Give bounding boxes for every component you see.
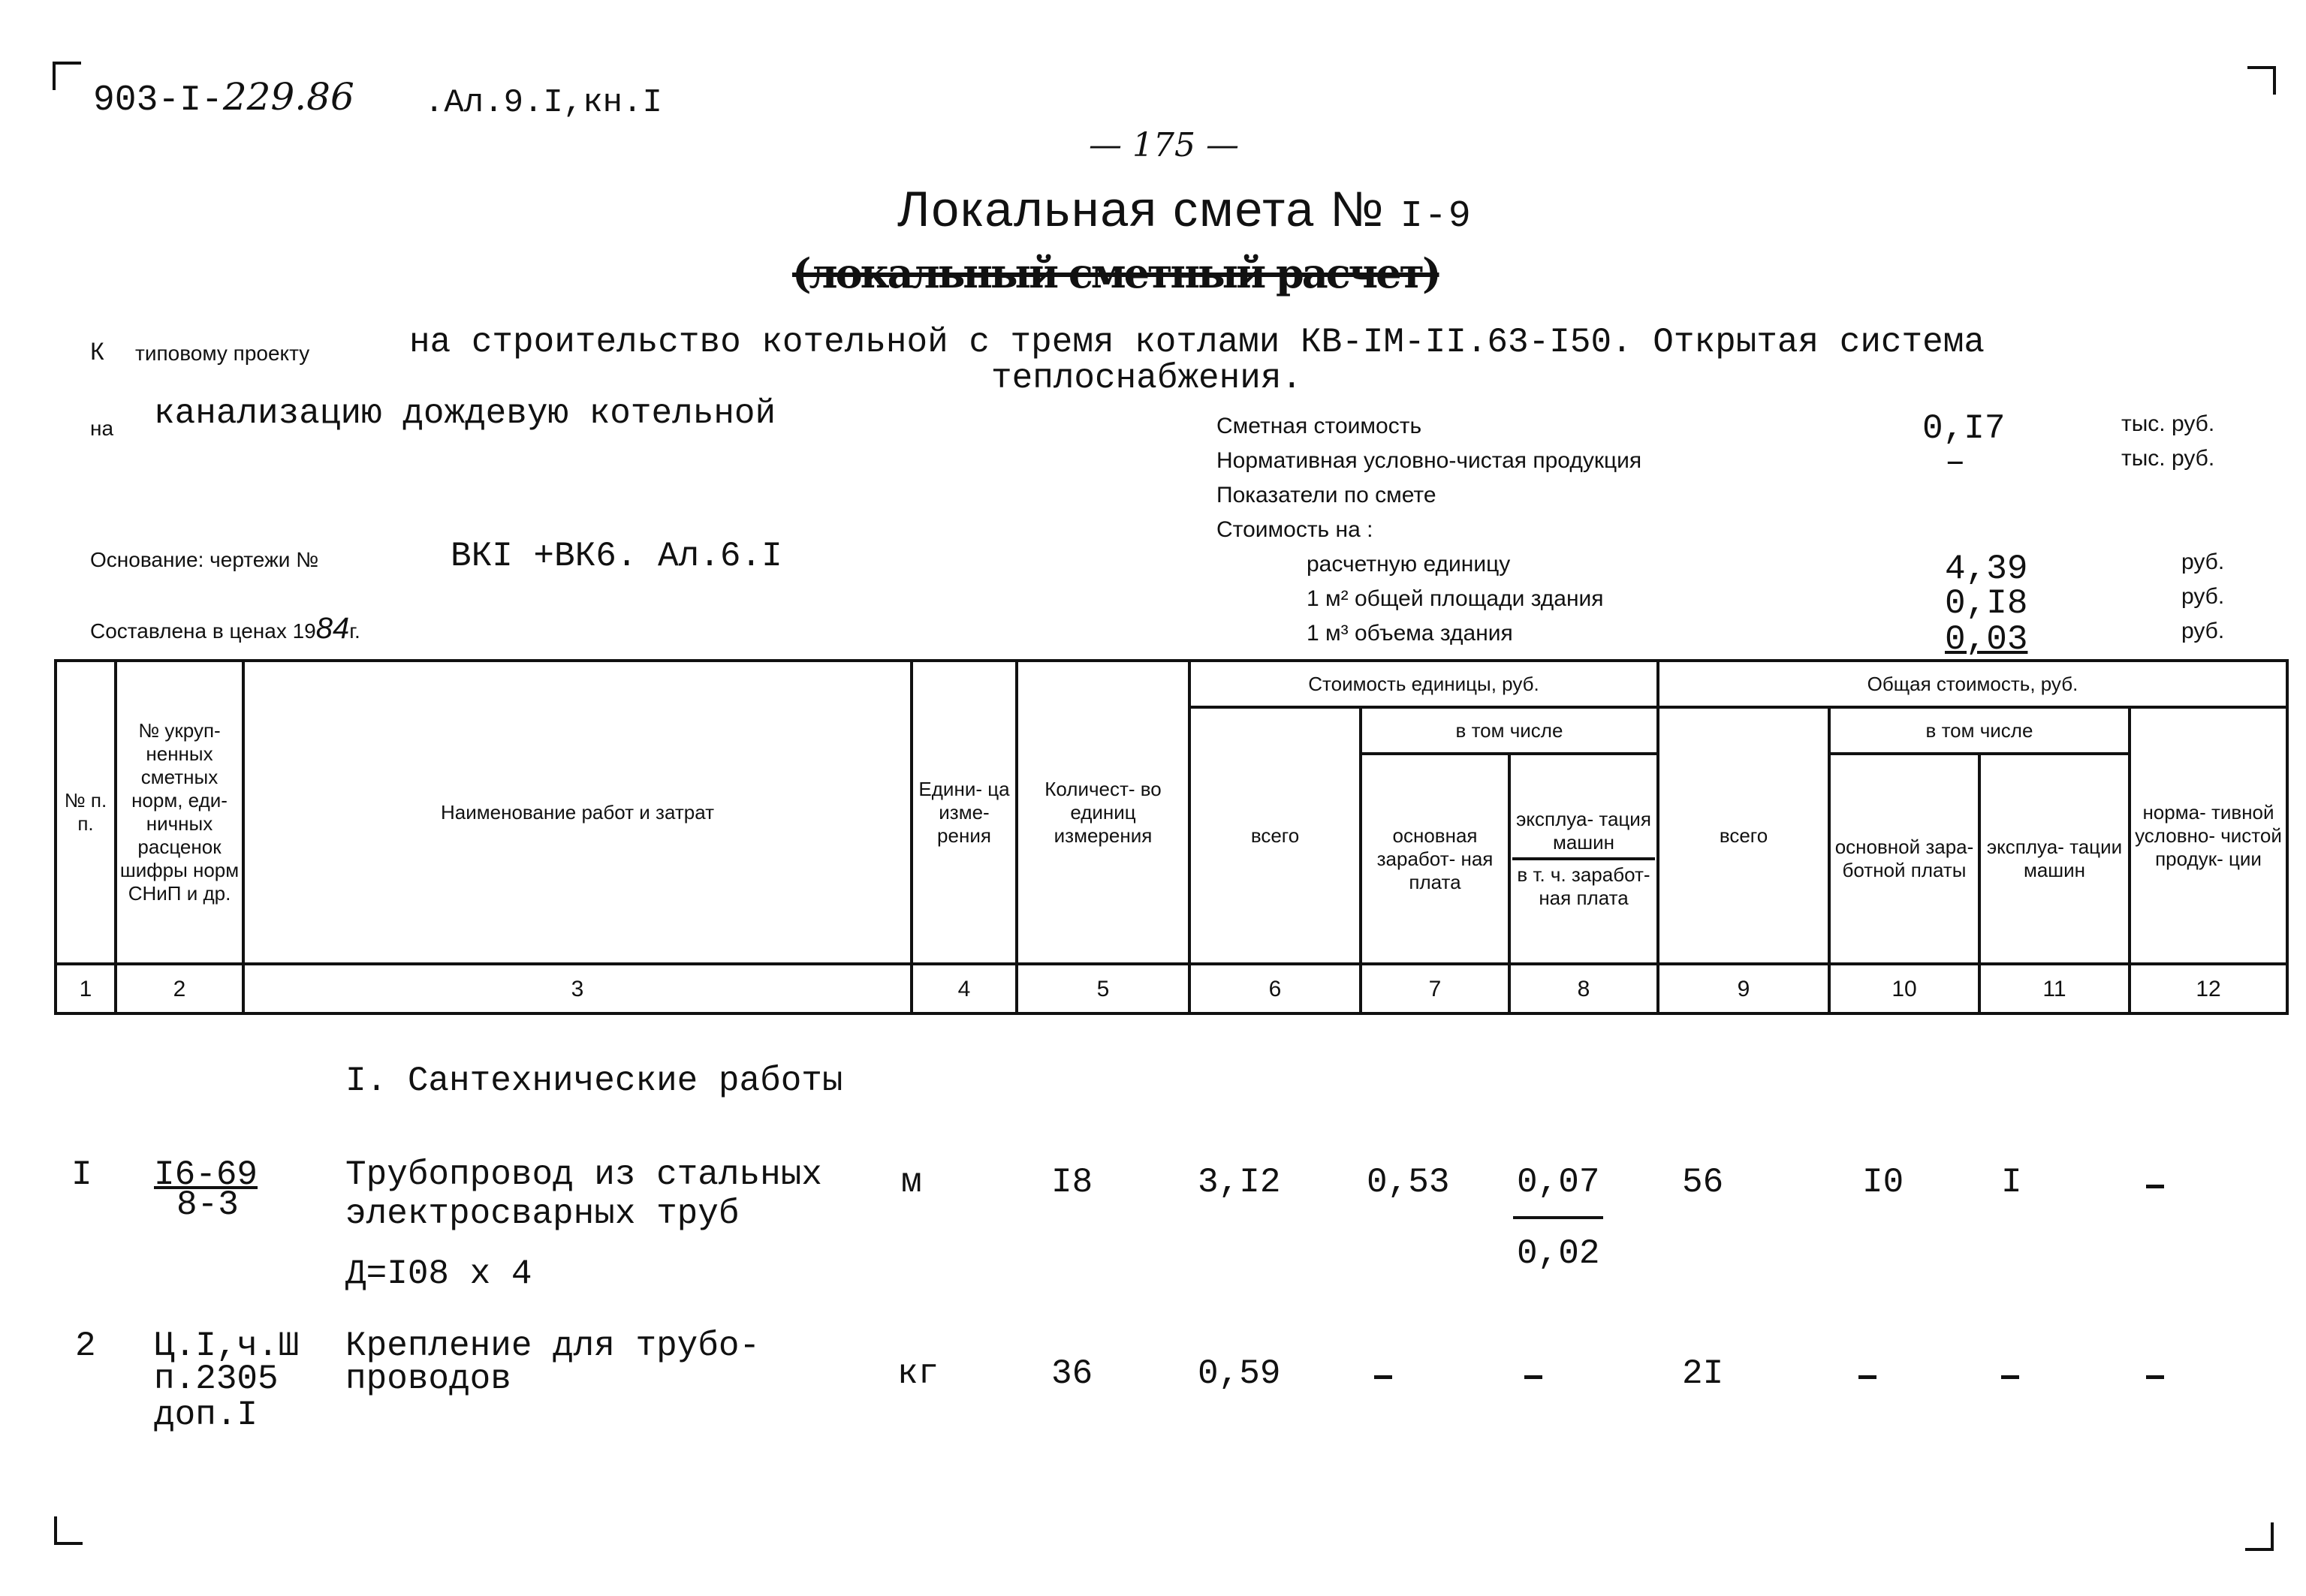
normative-label: Нормативная условно-чистая продукция <box>1216 448 1642 473</box>
row1-unit-machine: 0,07 <box>1517 1163 1600 1202</box>
row1-total-wage: I0 <box>1862 1163 1904 1202</box>
column-number: 10 <box>1829 964 1979 1013</box>
project-to-label: К <box>90 338 104 365</box>
header-unit-cost-group: Стоимость единицы, руб. <box>1189 661 1658 707</box>
calc-unit-label: расчетную единицу <box>1307 552 1511 577</box>
struck-subtitle: (локальный сметный расчет) <box>792 249 1439 297</box>
header-total: всего <box>1658 707 1829 964</box>
row2-code-line3: доп.I <box>154 1396 258 1435</box>
header-unit-total: всего <box>1189 707 1361 964</box>
calc-unit-value: 4,39 <box>1945 550 2028 589</box>
row2-total-wage-dash <box>1858 1375 1876 1379</box>
project-subject: канализацию дождевую котельной <box>154 394 776 433</box>
row2-code-line1: Ц.I,ч.Ш <box>154 1326 300 1366</box>
row2-unit-machine-dash <box>1524 1375 1542 1379</box>
row1-unit-wage: 0,53 <box>1367 1163 1450 1202</box>
row1-unit: м <box>901 1163 922 1202</box>
page-title <box>897 180 1473 238</box>
project-on-label: на <box>90 417 114 440</box>
header-total-machine: эксплуа- тации машин <box>1979 754 2130 964</box>
area-label: 1 м² общей площади здания <box>1307 586 1604 611</box>
header-unit-wage: основная заработ- ная плата <box>1361 754 1509 964</box>
row1-number: I <box>71 1155 92 1194</box>
volume-value: 0,03 <box>1945 620 2028 659</box>
album-reference: .Ал.9.I,кн.I <box>424 84 662 122</box>
corner-mark-bottom-right <box>2245 1522 2274 1551</box>
row2-normative-dash <box>2146 1375 2164 1379</box>
estimate-number: I-9 <box>1400 195 1473 238</box>
corner-mark-top-right <box>2247 66 2276 95</box>
cost-per-label: Стоимость на : <box>1216 517 1373 542</box>
normative-value: – <box>1945 443 1966 482</box>
row1-normative-dash <box>2146 1185 2164 1188</box>
header-unit-machine <box>1509 754 1658 964</box>
basis-drawings: ВКI +ВК6. Ал.6.I <box>451 537 782 576</box>
column-number: 3 <box>243 964 912 1013</box>
calc-unit-unit: руб. <box>2181 550 2225 574</box>
area-value: 0,I8 <box>1945 584 2028 623</box>
row1-unit-machine-wage: 0,02 <box>1517 1234 1600 1273</box>
summary-labels <box>1216 409 1641 651</box>
header-unit-machine-bottom: в т. ч. заработ- ная плата <box>1517 863 1650 909</box>
row1-code-line1: I6-69 <box>154 1155 258 1194</box>
document-code <box>93 75 354 121</box>
column-number: 1 <box>56 964 116 1013</box>
row1-total: 56 <box>1682 1163 1724 1202</box>
row1-total-machine: I <box>2001 1163 2022 1202</box>
price-base-label: Составлена в ценах 19 <box>90 619 316 643</box>
header-work-name: Наименование работ и затрат <box>243 661 912 964</box>
header-total-cost-group: Общая стоимость, руб. <box>1658 661 2287 707</box>
row1-name-line3: Д=I08 х 4 <box>345 1254 532 1293</box>
volume-unit: руб. <box>2181 619 2225 643</box>
header-unit-machine-top: эксплуа- тация машин <box>1512 808 1655 860</box>
project-description-line1: на строительство котельной с тремя котлами КВ-IМ-II.63-I50. Открытая система <box>409 323 1985 362</box>
header-total-wage: основной зара- ботной платы <box>1829 754 1979 964</box>
basis-label: Основание: чертежи № <box>90 548 319 571</box>
column-number: 4 <box>912 964 1017 1013</box>
column-number: 6 <box>1189 964 1361 1013</box>
project-description-line2: теплоснабжения. <box>991 359 1303 398</box>
row2-number: 2 <box>75 1326 96 1366</box>
header-unit: Едини- ца изме- рения <box>912 661 1017 964</box>
corner-mark-top-left <box>53 62 81 90</box>
column-number: 2 <box>116 964 243 1013</box>
page-title-text: Локальная смета № <box>897 181 1385 236</box>
volume-label: 1 м³ объема здания <box>1307 621 1513 646</box>
estimate-table-header <box>54 659 2289 1015</box>
row1-unit-total: 3,I2 <box>1198 1163 1281 1202</box>
row1-code-line2: 8-3 <box>176 1185 239 1224</box>
price-base-suffix: г. <box>349 619 360 643</box>
corner-mark-bottom-left <box>54 1516 83 1545</box>
column-number: 8 <box>1509 964 1658 1013</box>
row2-name-line1: Крепление для трубо- <box>345 1326 761 1366</box>
row1-name-line1: Трубопровод из стальных <box>345 1155 822 1194</box>
project-to-label-small: типовому проекту <box>135 342 310 365</box>
row1-quantity: I8 <box>1051 1163 1093 1202</box>
row2-quantity: 36 <box>1051 1354 1093 1393</box>
estimated-cost-value: 0,I7 <box>1922 409 2006 448</box>
section-title: I. Сантехнические работы <box>345 1061 843 1101</box>
row1-name-line2: электросварных труб <box>345 1194 740 1233</box>
row2-name-line2: проводов <box>345 1360 511 1399</box>
header-normative-product: норма- тивной условно- чистой продук- ции <box>2130 707 2287 964</box>
indicators-label: Показатели по смете <box>1216 483 1436 507</box>
row1-fraction-line <box>1513 1216 1603 1219</box>
normative-unit: тыс. руб. <box>2121 446 2215 471</box>
area-unit: руб. <box>2181 584 2225 609</box>
column-number: 11 <box>1979 964 2130 1013</box>
page-number: — 175 — <box>1089 126 1239 164</box>
column-number: 12 <box>2130 964 2287 1013</box>
header-quantity: Количест- во единиц измерения <box>1017 661 1189 964</box>
row2-total: 2I <box>1682 1354 1724 1393</box>
row2-code-line2: п.2305 <box>154 1360 279 1399</box>
header-norm-code: № укруп- ненных сметных норм, еди- ничных расценок шифры норм СНиП и др. <box>116 661 243 964</box>
row2-total-machine-dash <box>2001 1375 2019 1379</box>
document-code-prefix: 903-I- <box>93 80 223 121</box>
estimated-cost-label: Сметная стоимость <box>1216 414 1422 438</box>
document-code-handwritten: 229.86 <box>222 75 354 119</box>
column-number: 5 <box>1017 964 1189 1013</box>
header-row-number: № п. п. <box>56 661 116 964</box>
price-base <box>90 612 360 646</box>
column-number: 7 <box>1361 964 1509 1013</box>
price-base-year: 84 <box>315 612 350 645</box>
header-unit-incl: в том числе <box>1361 707 1658 754</box>
estimated-cost-unit: тыс. руб. <box>2121 411 2215 436</box>
column-number: 9 <box>1658 964 1829 1013</box>
row2-unit-total: 0,59 <box>1198 1354 1281 1393</box>
header-total-incl: в том числе <box>1829 707 2130 754</box>
row2-unit-wage-dash <box>1374 1375 1392 1379</box>
row2-unit: кг <box>897 1354 939 1393</box>
